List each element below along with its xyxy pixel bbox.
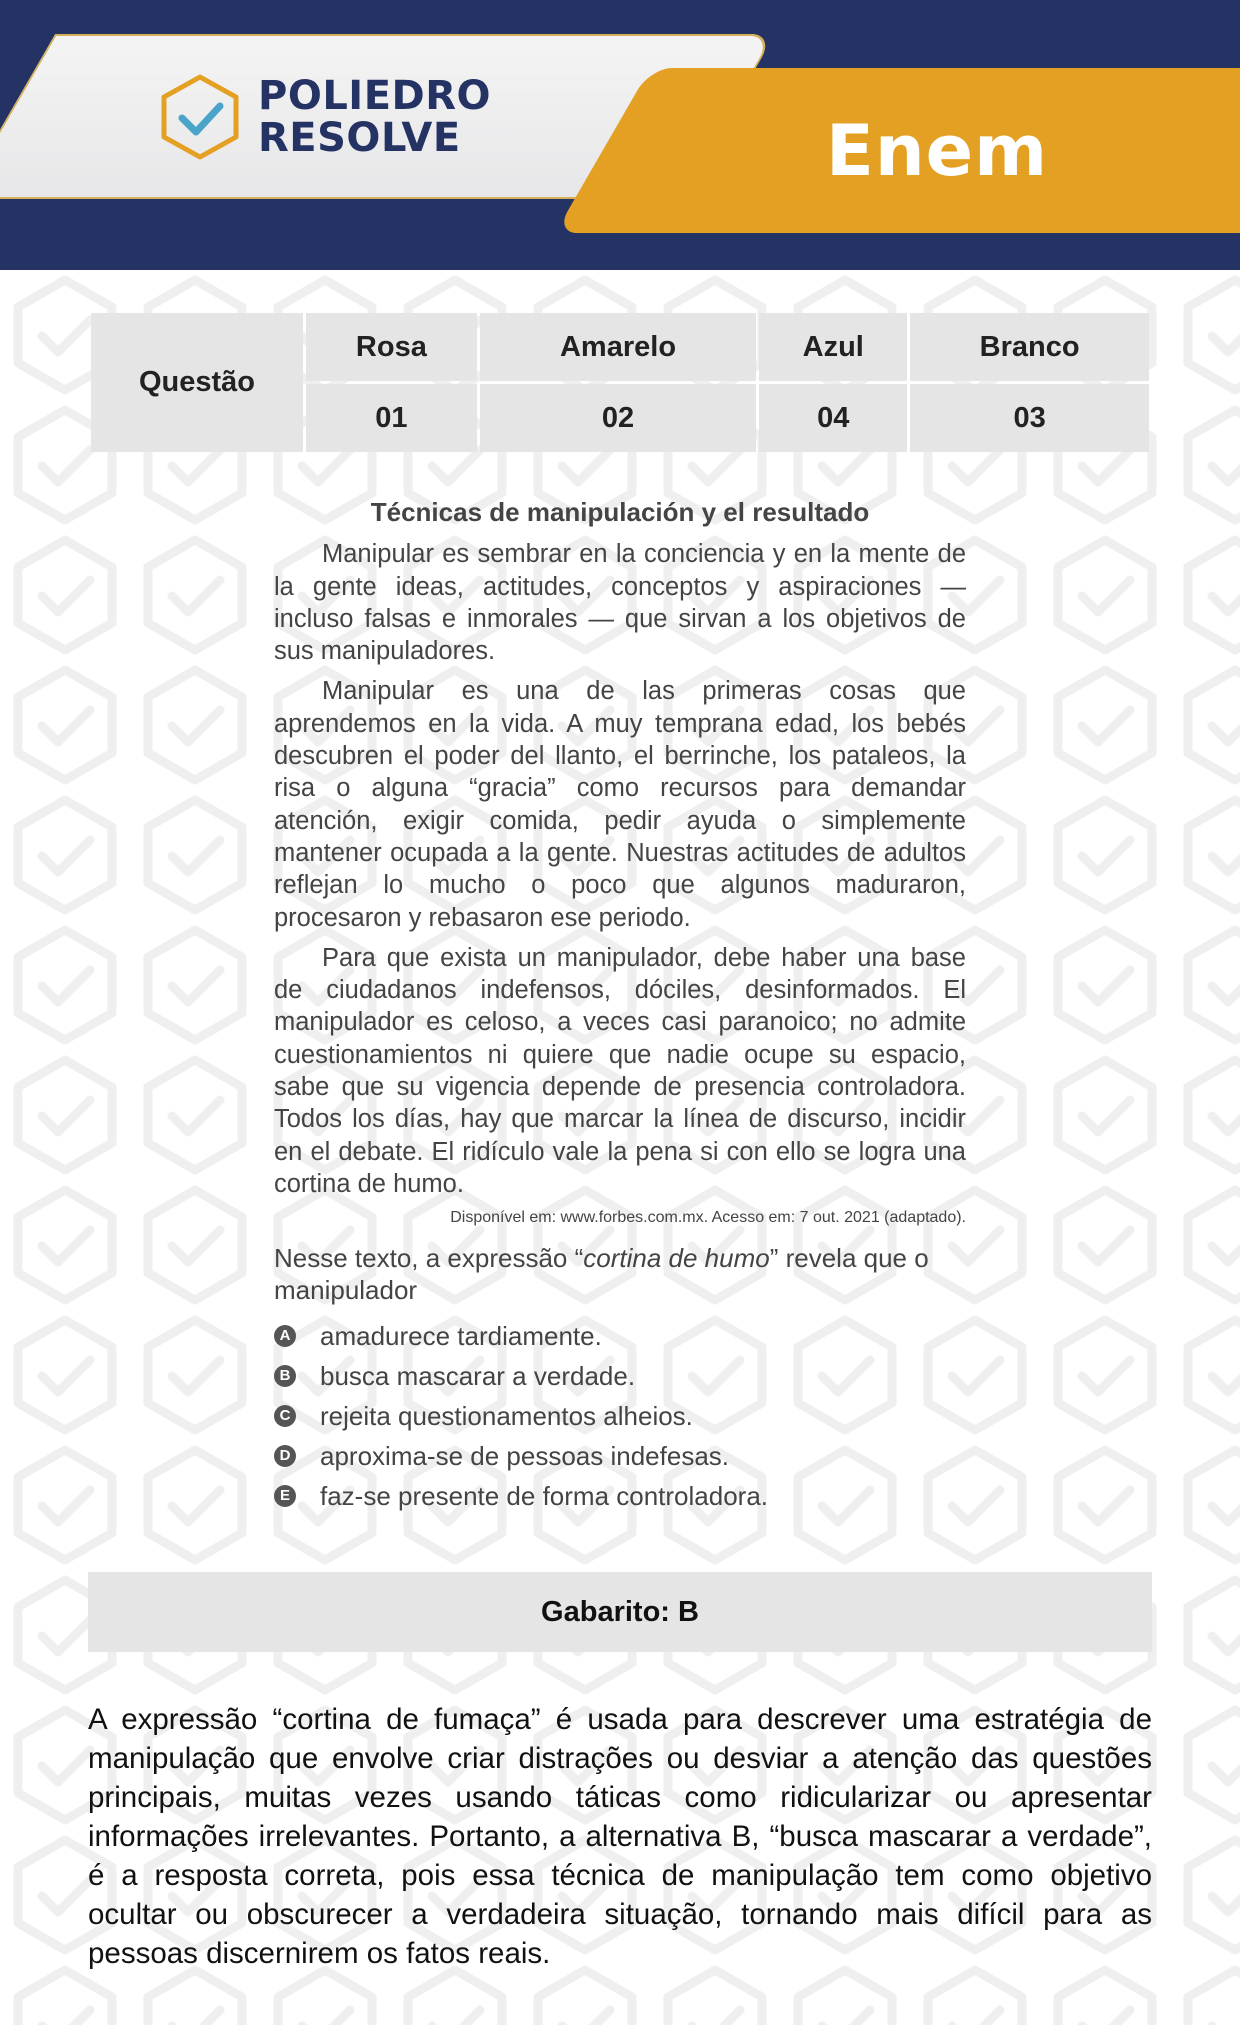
question-table xyxy=(88,310,1152,455)
question-prompt xyxy=(274,1242,966,1306)
prompt-end: ” revela que o manipulador xyxy=(274,1243,929,1306)
number-azul: 04 xyxy=(759,384,907,452)
option-b[interactable] xyxy=(274,1356,966,1396)
option-letter-a: A xyxy=(274,1325,296,1347)
number-amarelo: 02 xyxy=(480,384,756,452)
option-text: rejeita questionamentos alheios. xyxy=(320,1401,693,1432)
column-amarelo: Amarelo xyxy=(480,313,756,381)
answer-options xyxy=(274,1316,966,1516)
option-a[interactable] xyxy=(274,1316,966,1356)
option-text: busca mascarar a verdade. xyxy=(320,1361,636,1392)
column-branco: Branco xyxy=(910,313,1149,381)
poliedro-logo xyxy=(158,72,491,162)
passage-paragraph: Manipular es sembrar en la conciencia y en la mente de la gente ideas, actitudes, conceptos y aspiraciones — incluso falsas e inmorales — que sirvan a los objetivos de sus manipuladores. xyxy=(274,540,966,666)
prompt-italic: cortina de humo xyxy=(583,1243,770,1274)
passage-title: Técnicas de manipulación y el resultado xyxy=(370,497,870,527)
explanation-text: A expressão “cortina de fumaça” é usada para descrever uma estratégia de manipulação que envolve criar distrações ou desviar a atenção das questões principais, muitas vezes usando táticas como ridicularizar ou apresentar informações irrelevantes. Portanto, a alternativa B, “busca mascarar a verdade”, é a resposta correta, pois essa técnica de manipulação tem como objetivo ocultar ou obscurecer a verdadeira situação, tornando mais difícil para as pessoas discernirem os fatos reais. xyxy=(88,1703,1152,1970)
number-branco: 03 xyxy=(910,384,1149,452)
brand-line2: RESOLVE xyxy=(258,115,461,161)
answer-key: Gabarito: B xyxy=(88,1572,1152,1652)
question-body xyxy=(274,496,966,1516)
option-letter-d: D xyxy=(274,1445,296,1467)
passage-paragraph: Para que exista un manipulador, debe haber una base de ciudadanos indefensos, dóciles, desinformados. El manipulador es celoso, a veces casi paranoico; no admite cuestionamientos ni quiere que nadie ocupe su espacio, sabe que su vigencia depende de presencia controladora. Todos los días, hay que marcar la línea de discurso, incidir en el debate. El ridículo vale la pena si con ello se logra una cortina de humo. xyxy=(274,943,966,1198)
question-label: Questão xyxy=(91,313,303,452)
option-text: aproxima-se de pessoas indefesas. xyxy=(320,1441,730,1472)
prompt-start: Nesse texto, a expressão “ xyxy=(274,1243,584,1274)
exam-name: Enem xyxy=(826,110,1049,192)
option-letter-c: C xyxy=(274,1405,296,1427)
option-letter-b: B xyxy=(274,1365,296,1387)
option-d[interactable] xyxy=(274,1436,966,1476)
option-c[interactable] xyxy=(274,1396,966,1436)
column-rosa: Rosa xyxy=(306,313,477,381)
brand-line1: POLIEDRO xyxy=(258,73,492,119)
passage-source: Disponível em: www.forbes.com.mx. Acesso em: 7 out. 2021 (adaptado). xyxy=(450,1209,966,1227)
passage-paragraph: Manipular es una de las primeras cosas que aprendemos en la vida. A muy temprana edad, los bebés descubren el poder del llanto, el berrinche, los pataleos, la risa o alguna “gracia” como recursos para demandar atención, exigir comida, pedir ayuda o simplemente mantener ocupada a la gente. Nuestras actitudes de adultos reflejan lo mucho o poco que algunos maduraron, procesaron y rebasaron ese periodo. xyxy=(274,677,966,932)
hexagon-check-icon xyxy=(158,72,242,162)
option-text: amadurece tardiamente. xyxy=(320,1321,602,1352)
option-text: faz-se presente de forma controladora. xyxy=(320,1481,769,1512)
option-letter-e: E xyxy=(274,1485,296,1507)
number-rosa: 01 xyxy=(306,384,477,452)
option-e[interactable] xyxy=(274,1476,966,1516)
column-azul: Azul xyxy=(759,313,907,381)
